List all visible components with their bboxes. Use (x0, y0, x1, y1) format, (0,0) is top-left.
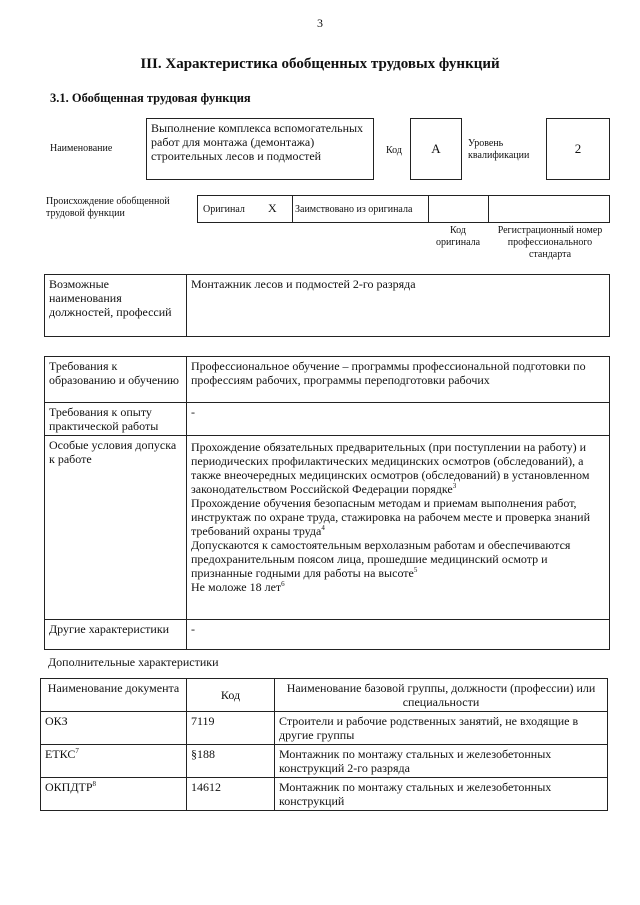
name-cell: Монтажник по монтажу стальных и железобетонных конструкций 2-го разряда (275, 745, 608, 778)
conditions-value (187, 436, 610, 620)
footnote-ref: 8 (92, 780, 97, 788)
origin-divider (292, 196, 293, 222)
code-original-caption: Код оригинала (435, 225, 481, 248)
experience-value: - (187, 403, 610, 436)
page-number: 3 (317, 16, 323, 30)
section-title: III. Характеристика обобщенных трудовых функций (140, 56, 500, 72)
experience-label: Требования к опыту практической работы (45, 403, 187, 436)
positions-value: Монтажник лесов и подмостей 2-го разряда (187, 275, 610, 337)
footnote-ref: 7 (75, 747, 79, 755)
conditions-item: Допускаются к самостоятельным верхолазным работам и обеспечиваются предохранительным поясом лица, прошедшие медицинский осмотр и признанные годными для работы на высоте$^5$ (191, 538, 571, 580)
original-label: Оригинал (203, 204, 245, 215)
conditions-label: Особые условия допуска к работе (45, 436, 187, 620)
positions-table (44, 274, 610, 337)
column-header: Наименование документа (41, 679, 187, 712)
code-value: A (410, 118, 462, 180)
education-label: Требования к образованию и обучению (45, 357, 187, 403)
conditions-item: Не моложе 18 лет$^6$ (191, 580, 285, 594)
column-header: Код (187, 679, 275, 712)
name-cell: Монтажник по монтажу стальных и железобетонных конструкций (275, 778, 608, 811)
column-header: Наименование базовой группы, должности (профессии) или специальности (275, 679, 608, 712)
requirements-table (44, 356, 610, 650)
borrowed-label: Заимствовано из оригинала (295, 204, 413, 215)
code-cell: §188 (187, 745, 275, 778)
code-label: Код (386, 145, 402, 156)
reg-number-caption: Регистрационный номер профессионального стандарта (497, 225, 603, 260)
conditions-item: Прохождение обязательных предварительных (при поступлении на работу) и периодических профилактических медицинских осмотров (обследований), а также внеочередных медицинских осмотров (обследований) в установленном законодательством Российской Федерации порядке$^3$ (191, 440, 590, 496)
level-value: 2 (546, 118, 610, 180)
other-label: Другие характеристики (45, 620, 187, 650)
doc-cell: ОКПДТР$^8$ (41, 778, 187, 811)
subsection-title: 3.1. Обобщенная трудовая функция (50, 91, 251, 105)
additional-title: Дополнительные характеристики (48, 655, 219, 669)
footnote-ref: 6 (281, 580, 285, 588)
doc-cell: ОКЗ (41, 712, 187, 745)
table-row (41, 778, 608, 811)
function-name-label: Наименование (50, 143, 113, 154)
doc-cell: ЕТКС$^7$ (41, 745, 187, 778)
table-header-row (41, 679, 608, 712)
code-cell: 14612 (187, 778, 275, 811)
footnote-ref: 5 (413, 566, 418, 574)
conditions-item: Прохождение обучения безопасным методам и приемам выполнения работ, инструктаж по охране труда, стажировка на рабочем месте и проверка знаний требований охраны труда$^4$ (191, 496, 591, 538)
code-cell: 7119 (187, 712, 275, 745)
origin-label: Происхождение обобщенной трудовой функции (46, 196, 170, 219)
footnote-ref: 4 (321, 524, 325, 532)
level-label: Уровень квалификации (468, 138, 530, 161)
name-cell: Строители и рабочие родственных занятий, не входящие в другие группы (275, 712, 608, 745)
education-value: Профессиональное обучение – программы профессиональной подготовки по профессиям рабочих, программы переподготовки рабочих (187, 357, 610, 403)
origin-divider (488, 196, 489, 222)
origin-divider (428, 196, 429, 222)
table-row (41, 712, 608, 745)
additional-table (40, 678, 608, 811)
function-name-value: Выполнение комплекса вспомогательных работ для монтажа (демонтажа) строительных лесов и подмостей (146, 118, 374, 180)
table-row (41, 745, 608, 778)
footnote-ref: 3 (452, 482, 457, 490)
positions-label: Возможные наименования должностей, профессий (45, 275, 187, 337)
original-mark: X (268, 201, 277, 215)
origin-box (197, 195, 610, 223)
other-value: - (187, 620, 610, 650)
